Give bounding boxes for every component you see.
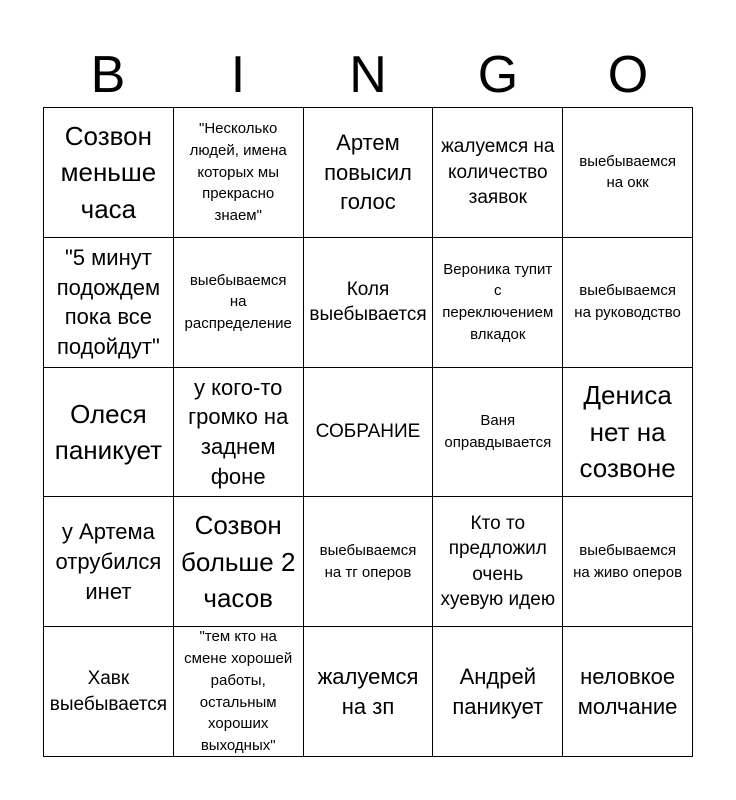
bingo-cell-r2c5[interactable] — [563, 238, 693, 368]
cell-text: "Несколько людей, имена которых мы прекрасно знаем" — [189, 120, 287, 225]
bingo-cell-r4c4[interactable] — [433, 497, 563, 627]
cell-text: выебываемся на живо оперов — [573, 542, 683, 581]
cell-text: Созвон больше 2 часов — [180, 510, 296, 613]
bingo-cell-r5c5[interactable] — [563, 627, 693, 757]
bingo-cell-r5c4[interactable] — [433, 627, 563, 757]
cell-text: Коля выебывается — [309, 278, 427, 326]
cell-text: "5 минут подождем пока все подойдут" — [56, 244, 161, 359]
header-letter-o: O — [607, 46, 649, 104]
cell-text: Вероника тупит с переключением влкадок — [442, 260, 554, 343]
bingo-cell-r3c1[interactable] — [44, 368, 174, 498]
header-letter-i: I — [230, 46, 246, 104]
bingo-cell-r2c2[interactable] — [174, 238, 304, 368]
cell-text: выебываемся на распределение — [184, 271, 292, 333]
bingo-cell-r2c3[interactable] — [304, 238, 434, 368]
cell-text: выебываемся на руководство — [574, 282, 681, 322]
bingo-grid — [43, 107, 693, 757]
bingo-cell-r1c1[interactable] — [44, 108, 174, 238]
bingo-cell-r3c2[interactable] — [174, 368, 304, 498]
bingo-cell-r4c2[interactable] — [174, 497, 304, 627]
bingo-cell-r2c1[interactable] — [44, 238, 174, 368]
cell-text: жалуемся на зп — [317, 663, 419, 719]
header-letter-g: G — [477, 46, 519, 104]
bingo-cell-r5c1[interactable] — [44, 627, 174, 757]
cell-text: СОБРАНИЕ — [315, 421, 421, 443]
bingo-cell-r3c5[interactable] — [563, 368, 693, 498]
bingo-cell-r1c4[interactable] — [433, 108, 563, 238]
cell-text: Андрей паникует — [452, 663, 544, 719]
cell-text: у Артема отрубился инет — [55, 519, 162, 604]
bingo-cell-r1c2[interactable] — [174, 108, 304, 238]
bingo-cell-r3c3[interactable] — [304, 368, 434, 498]
cell-text: у кого-то громко на заднем фоне — [188, 374, 289, 489]
bingo-cell-r1c5[interactable] — [563, 108, 693, 238]
bingo-cell-r2c4[interactable] — [433, 238, 563, 368]
cell-text: Хавк выебывается — [49, 667, 168, 715]
cell-text: выебываемся на окк — [579, 152, 676, 192]
cell-text: Дениса нет на созвоне — [579, 380, 676, 484]
cell-text: неловкое молчание — [577, 663, 678, 719]
cell-text: Артем повысил голос — [324, 129, 412, 215]
bingo-cell-r5c3[interactable] — [304, 627, 434, 757]
bingo-cell-r5c2[interactable] — [174, 627, 304, 757]
bingo-cell-r1c3[interactable] — [304, 108, 434, 238]
cell-text: жалуемся на количество заявок — [441, 135, 555, 209]
bingo-cell-r4c3[interactable] — [304, 497, 434, 627]
bingo-cell-r4c1[interactable] — [44, 497, 174, 627]
bingo-cell-r4c5[interactable] — [563, 497, 693, 627]
cell-text: Созвон меньше часа — [60, 120, 157, 224]
header-letter-b: B — [90, 46, 126, 104]
cell-text: выебываемся на тг оперов — [319, 542, 417, 581]
cell-text: Ваня оправдывается — [444, 412, 552, 451]
header-letter-n: N — [349, 46, 387, 104]
bingo-cell-r3c4[interactable] — [433, 368, 563, 498]
bingo-header — [43, 44, 693, 106]
cell-text: Кто то предложил очень хуевую идею — [440, 512, 556, 611]
cell-text: "тем кто на смене хорошей работы, остальным хороших выходных" — [184, 628, 293, 755]
cell-text: Олеся паникует — [54, 398, 163, 465]
